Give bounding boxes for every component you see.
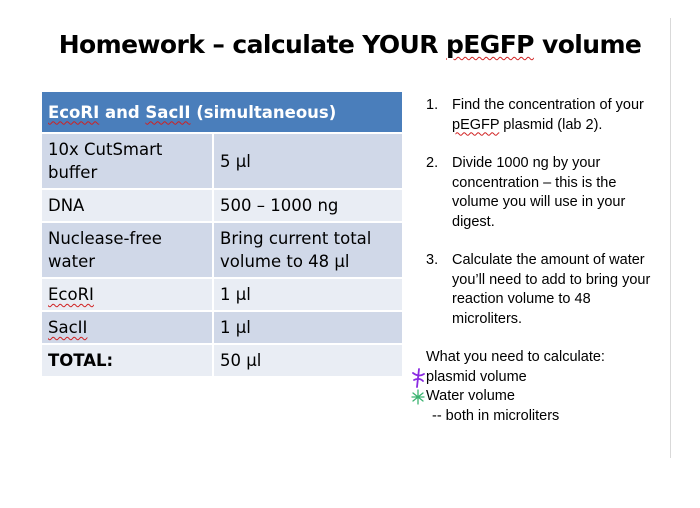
step-item (426, 96, 656, 135)
slide-right-edge (670, 18, 671, 458)
calculate-footer: -- both in microliters (432, 407, 560, 424)
step-text: Calculate the amount of water you’ll need to add to bring your reaction volume to 48 microliters. (452, 252, 651, 327)
reagent-cell (41, 278, 213, 311)
calculate-item-plasmid: plasmid volume (426, 368, 527, 385)
reagent-cell: 10x CutSmart buffer (41, 133, 213, 189)
reagent-ecori: EcoRI (48, 285, 94, 304)
step-text-pre: Find the concentration of your (452, 97, 644, 113)
header-and: and (99, 102, 146, 122)
title-prefix: Homework – calculate YOUR (58, 30, 446, 59)
green-ink-mark-icon (410, 387, 426, 407)
reagent-cell: Nuclease-free water (41, 222, 213, 278)
calculate-heading: What you need to calculate: (426, 349, 605, 365)
step-text-pegfp: pEGFP (452, 116, 500, 133)
step-number: 2. (426, 155, 439, 171)
step-item (426, 154, 656, 232)
table-row (41, 222, 403, 278)
reagent-cell-total: TOTAL: (41, 344, 213, 377)
amount-cell: 500 – 1000 ng (213, 189, 403, 222)
table-row (41, 311, 403, 344)
title-pegfp: pEGFP (446, 30, 534, 59)
header-enzyme2: SacII (145, 102, 191, 122)
table-row (41, 344, 403, 377)
table-header (41, 91, 403, 133)
step-item (426, 251, 656, 329)
step-text: Divide 1000 ng by your concentration – this is the volume you will use in your digest. (452, 155, 626, 230)
title-suffix: volume (533, 30, 642, 59)
step-text-post: plasmid (lab 2). (499, 116, 603, 133)
amount-cell: 1 μl (213, 278, 403, 311)
calculate-item (426, 368, 656, 388)
amount-cell: Bring current total volume to 48 μl (213, 222, 403, 278)
reagent-cell (41, 311, 213, 344)
purple-ink-mark-icon (410, 368, 426, 388)
header-rest: (simultaneous) (190, 102, 337, 122)
steps-list (426, 96, 656, 329)
table-header-row (41, 91, 403, 133)
step-number: 3. (426, 252, 439, 268)
digest-table (40, 90, 404, 378)
step-number: 1. (426, 97, 439, 113)
calculate-item (426, 387, 656, 407)
slide-title (0, 30, 700, 59)
reagent-sacii: SacII (48, 318, 88, 337)
amount-cell: 5 μl (213, 133, 403, 189)
amount-cell: 1 μl (213, 311, 403, 344)
calculate-section (426, 348, 656, 426)
table-row (41, 278, 403, 311)
table-row (41, 189, 403, 222)
instructions-panel (426, 96, 656, 426)
calculate-item-water: Water volume (426, 388, 515, 404)
reagent-cell: DNA (41, 189, 213, 222)
amount-cell-total: 50 μl (213, 344, 403, 377)
table-row (41, 133, 403, 189)
header-enzyme1: EcoRI (48, 102, 100, 122)
